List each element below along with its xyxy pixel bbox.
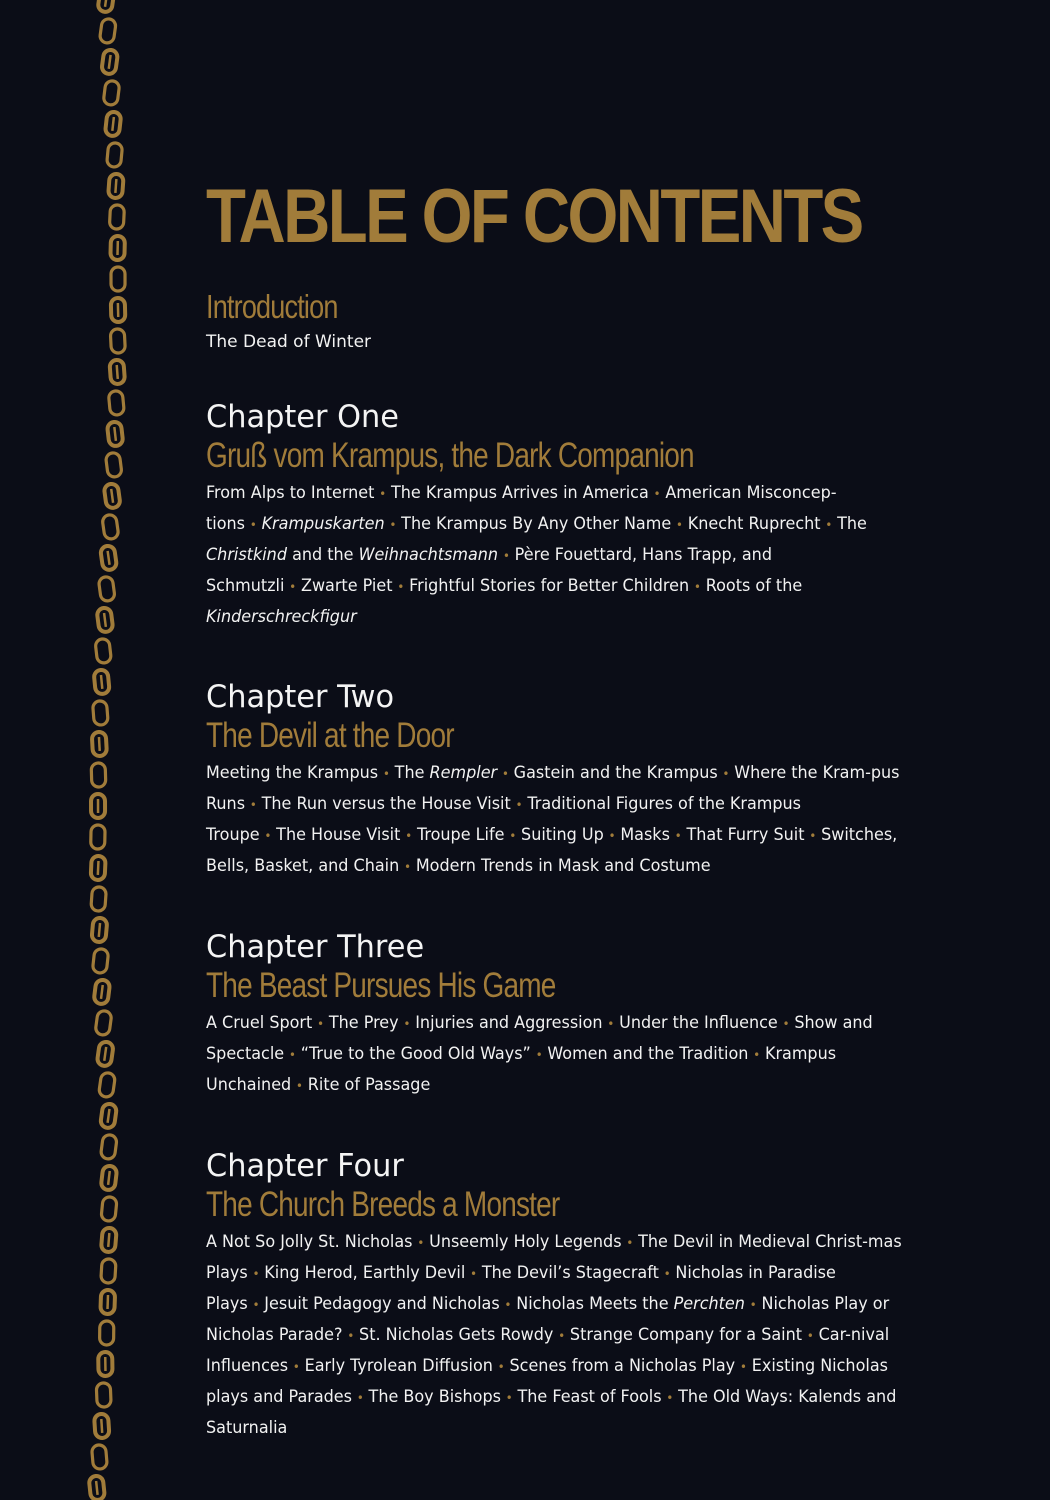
chain-link bbox=[103, 80, 120, 106]
chain-link bbox=[99, 18, 116, 44]
chapter-label: Chapter Two bbox=[206, 679, 395, 715]
chain-link bbox=[93, 979, 110, 1005]
chapter-one bbox=[206, 398, 936, 632]
chapter-title: The Devil at the Door bbox=[206, 716, 454, 755]
chapter-two bbox=[206, 678, 936, 882]
chain-link bbox=[94, 1414, 110, 1439]
chain-link bbox=[105, 452, 122, 478]
chain-link bbox=[97, 1041, 114, 1067]
page-title: TABLE OF CONTENTS bbox=[206, 174, 862, 259]
chain-link bbox=[110, 236, 125, 260]
gold-chain-icon bbox=[0, 0, 160, 1500]
chain-link bbox=[98, 1352, 112, 1376]
chain-link bbox=[101, 1227, 117, 1252]
chain-link bbox=[96, 1383, 111, 1408]
chain-link bbox=[107, 421, 124, 446]
chain-link bbox=[110, 329, 125, 354]
table-of-contents bbox=[206, 172, 936, 1443]
chapter-three bbox=[206, 928, 936, 1101]
chain-link bbox=[91, 856, 106, 881]
chain-link bbox=[101, 1259, 116, 1284]
chapter-label: Chapter Four bbox=[206, 1148, 404, 1184]
chain-link bbox=[92, 732, 107, 757]
chain-link bbox=[109, 359, 125, 384]
chain-link bbox=[89, 1475, 105, 1500]
chain-link bbox=[108, 174, 124, 199]
chain-link bbox=[91, 1444, 107, 1469]
chain-link bbox=[100, 1103, 117, 1129]
chain-link bbox=[100, 1134, 117, 1160]
chain-link bbox=[105, 111, 122, 136]
chain-link bbox=[111, 298, 126, 322]
chain-link bbox=[111, 267, 125, 291]
chain-link bbox=[91, 917, 107, 942]
chapter-topics: From Alps to Internet • The Krampus Arrives in America • American Misconcep-tions • Krampuskarten • The Krampus By Any Other Name • Knecht Ruprecht • The Christkind and the Weihnachtsmann • Père Fouettard, Hans Trapp, and Schmutzli • Zwarte Piet • Frightful Stories for Better Children • Roots of the Kinderschreckfigur bbox=[206, 483, 867, 626]
chapter-topics: A Cruel Sport • The Prey • Injuries and Aggression • Under the Influence • Show and Spectacle • “True to the Good Old Ways” • Women and the Tradition • Krampus Unchained • Rite of Passage bbox=[206, 1013, 873, 1094]
introduction-subtitle: The Dead of Winter bbox=[206, 332, 372, 352]
chapter-topics: Meeting the Krampus • The Rempler • Gastein and the Krampus • Where the Kram-pus Runs • The Run versus the House Visit • Traditional Figures of the Krampus Troupe • The House Visit • Troupe Life • Suiting Up • Masks • That Furry Suit • Switches, Bells, Basket, and Chain • Modern Trends in Mask and Costume bbox=[206, 763, 900, 875]
chain-link bbox=[108, 390, 124, 415]
chain-link bbox=[97, 0, 114, 13]
chain-link bbox=[94, 669, 110, 694]
chain-link bbox=[91, 887, 107, 912]
chain-link bbox=[92, 948, 109, 973]
chain-link bbox=[102, 514, 119, 540]
chain-link bbox=[97, 607, 114, 633]
chain-link bbox=[106, 142, 122, 167]
chapter-topics: A Not So Jolly St. Nicholas • Unseemly Holy Legends • The Devil in Medieval Christ-mas Plays • King Herod, Earthly Devil • The Devil’s Stagecraft • Nicholas in Paradise Plays • Jesuit Pedagogy and Nicholas • Nicholas Meets the Perchten • Nicholas Play or Nicholas Parade? • St. Nicholas Gets Rowdy • Strange Company for a Saint • Car-nival Influences • Early Tyrolean Diffusion • Scenes from a Nicholas Play • Existing Nicholas plays and Parades • The Boy Bishops • The Feast of Fools • The Old Ways: Kalends and Saturnalia bbox=[206, 1232, 902, 1437]
chain-link bbox=[100, 545, 117, 571]
chain-link bbox=[100, 1321, 114, 1345]
chain-link bbox=[98, 576, 115, 602]
chain-link bbox=[98, 1072, 115, 1098]
chain-link bbox=[101, 1165, 118, 1190]
chain-link bbox=[100, 1290, 115, 1314]
chain-link bbox=[95, 1010, 112, 1036]
chapter-title: Gruß vom Krampus, the Dark Companion bbox=[206, 436, 694, 475]
chapter-label: Chapter Three bbox=[206, 929, 425, 965]
chain-link bbox=[92, 700, 108, 725]
chapter-four bbox=[206, 1147, 936, 1443]
chapter-label: Chapter One bbox=[206, 399, 399, 435]
chain-link bbox=[91, 794, 105, 818]
chapter-title: The Beast Pursues His Game bbox=[206, 966, 556, 1005]
chain-link bbox=[101, 49, 118, 75]
chain-link bbox=[101, 1196, 117, 1221]
chain-link bbox=[104, 483, 121, 509]
chain-link bbox=[95, 638, 112, 663]
chain-link bbox=[91, 825, 105, 849]
introduction-title: Introduction bbox=[206, 288, 338, 325]
chapter-title: The Church Breeds a Monster bbox=[206, 1185, 560, 1224]
chain-link bbox=[91, 763, 106, 787]
chain-link bbox=[109, 205, 124, 230]
